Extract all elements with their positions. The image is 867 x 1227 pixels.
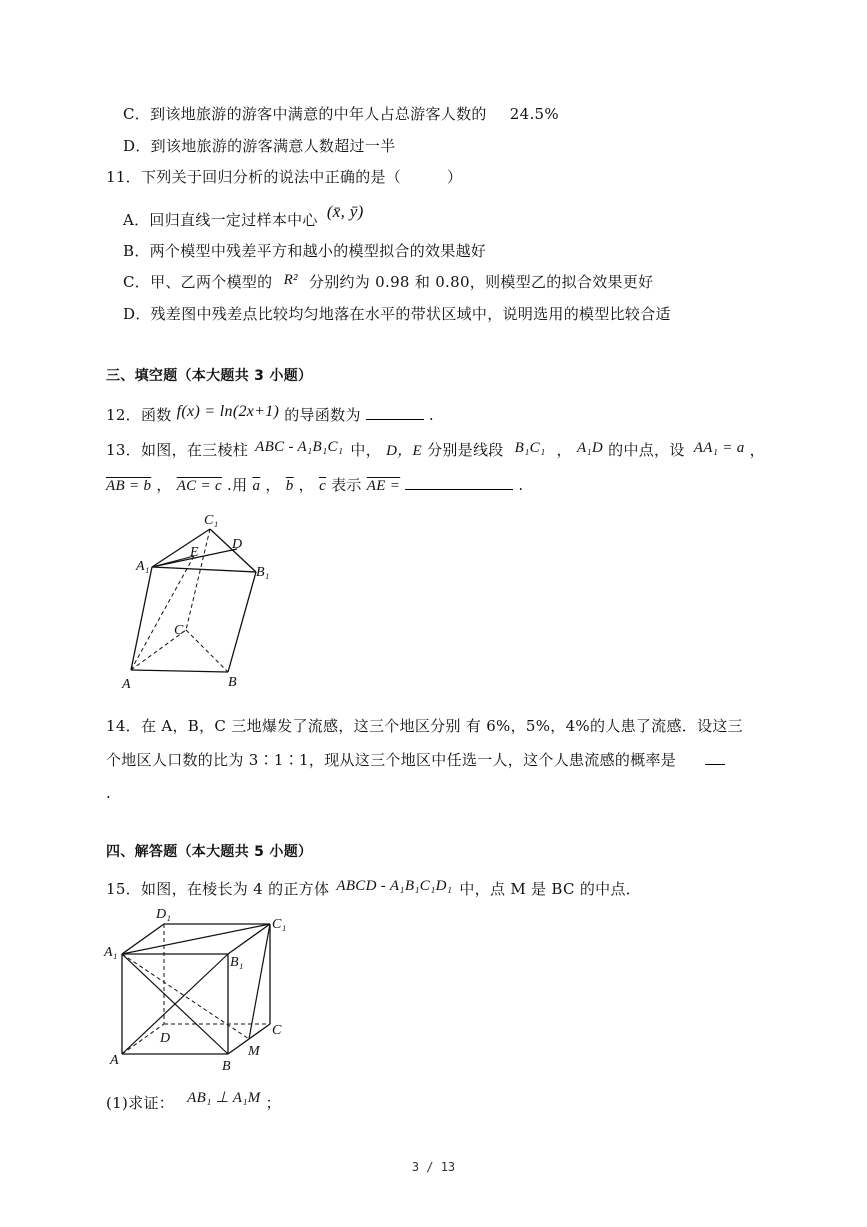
label-b: B <box>228 675 237 690</box>
r-squared-math: R² <box>283 272 298 288</box>
q11-stem: 11．下列关于回归分析的说法中正确的是（ ） <box>106 168 463 186</box>
q14-period: . <box>106 784 112 802</box>
q12-stem: 12．函数 f(x) = ln(2x+1) 的导函数为 . <box>106 403 434 424</box>
q11-option-a: A．回归直线一定过样本中心 (x̄, ȳ) <box>123 202 364 229</box>
q10-option-d: D．到该地旅游的游客满意人数超过一半 <box>123 137 396 155</box>
section-3-heading: 三、填空题（本大题共 3 小题） <box>106 368 313 384</box>
q11-option-b: B．两个模型中残差平方和越小的模型拟合的效果越好 <box>123 242 487 260</box>
q14-answer-blank <box>705 750 725 765</box>
q10-option-c: C．到该地旅游的游客中满意的中年人占总游客人数的 24.5% <box>123 105 559 123</box>
q15-part1: (1)求证： AB₁ ⊥ A₁M ； <box>106 1090 281 1112</box>
q13-stem-line1: 13．如图，在三棱柱 ABC - A₁B₁C₁ 中， D，E 分别是线段 B₁C₁ ， A₁D 的中点，设 AA₁ = a ， <box>106 439 765 459</box>
label-a: A <box>122 677 131 692</box>
label-d: D <box>160 1031 171 1046</box>
label-m: M <box>248 1044 260 1059</box>
label-b1: B₁ <box>230 955 244 970</box>
label-c1: C₁ <box>272 917 287 932</box>
q14-stem-line1: 14．在 A，B，C 三地爆发了流感，这三个地区分别 有 6%，5%，4%的人患了流感．设这三 <box>106 717 743 735</box>
label-a: A <box>110 1053 119 1068</box>
label-c1: C₁ <box>204 513 219 528</box>
label-c: C <box>174 623 184 638</box>
cube-figure <box>102 904 292 1074</box>
perpendicular-math: AB₁ ⊥ A₁M <box>187 1090 261 1106</box>
q15-stem: 15．如图，在棱长为 4 的正方体 ABCD - A₁B₁C₁D₁ 中，点 M 是 BC 的中点． <box>106 878 642 898</box>
vector-ab-math: AB = b <box>106 478 152 494</box>
prism-name-math: ABC - A₁B₁C₁ <box>255 439 344 455</box>
q10-option-c-value: 24.5% <box>509 105 559 123</box>
cube-name-math: ABCD - A₁B₁C₁D₁ <box>336 878 453 894</box>
vector-ac-math: AC = c <box>176 478 222 494</box>
label-e: E <box>190 545 199 560</box>
label-b: B <box>222 1059 231 1074</box>
page-number: 3 / 13 <box>411 1160 456 1174</box>
sample-center-math: (x̄, ȳ) <box>326 202 364 221</box>
q12-answer-blank <box>366 405 424 420</box>
q11-option-d: D．残差图中残差点比较均匀地落在水平的带状区域中，说明选用的模型比较合适 <box>123 305 671 323</box>
q13-answer-blank <box>405 475 513 490</box>
label-a1: A₁ <box>104 945 118 960</box>
prism-figure <box>118 512 278 692</box>
label-d1: D₁ <box>156 907 171 922</box>
q11-option-c: C．甲、乙两个模型的 R² 分别约为 0.98 和 0.80，则模型乙的拟合效果更好 <box>123 272 654 291</box>
q12-function-math: f(x) = ln(2x+1) <box>176 403 280 420</box>
label-a1: A₁ <box>136 559 150 574</box>
q14-stem-line2: 个地区人口数的比为 3∶1∶1，现从这三个地区中任选一人，这个人患流感的概率是 <box>106 750 725 770</box>
vector-ae-math: AE = <box>366 478 401 494</box>
vector-aa1-math: AA₁ = a <box>693 440 745 456</box>
label-b1: B₁ <box>256 565 270 580</box>
section-4-heading: 四、解答题（本大题共 5 小题） <box>106 844 313 860</box>
label-d: D <box>232 537 243 552</box>
label-c: C <box>272 1023 282 1038</box>
q13-stem-line2: AB = b ， AC = c .用 $\overline{a}$ ， $\overline{b}$ ， $\overline{c}$ 表示 AE = . <box>106 476 524 494</box>
